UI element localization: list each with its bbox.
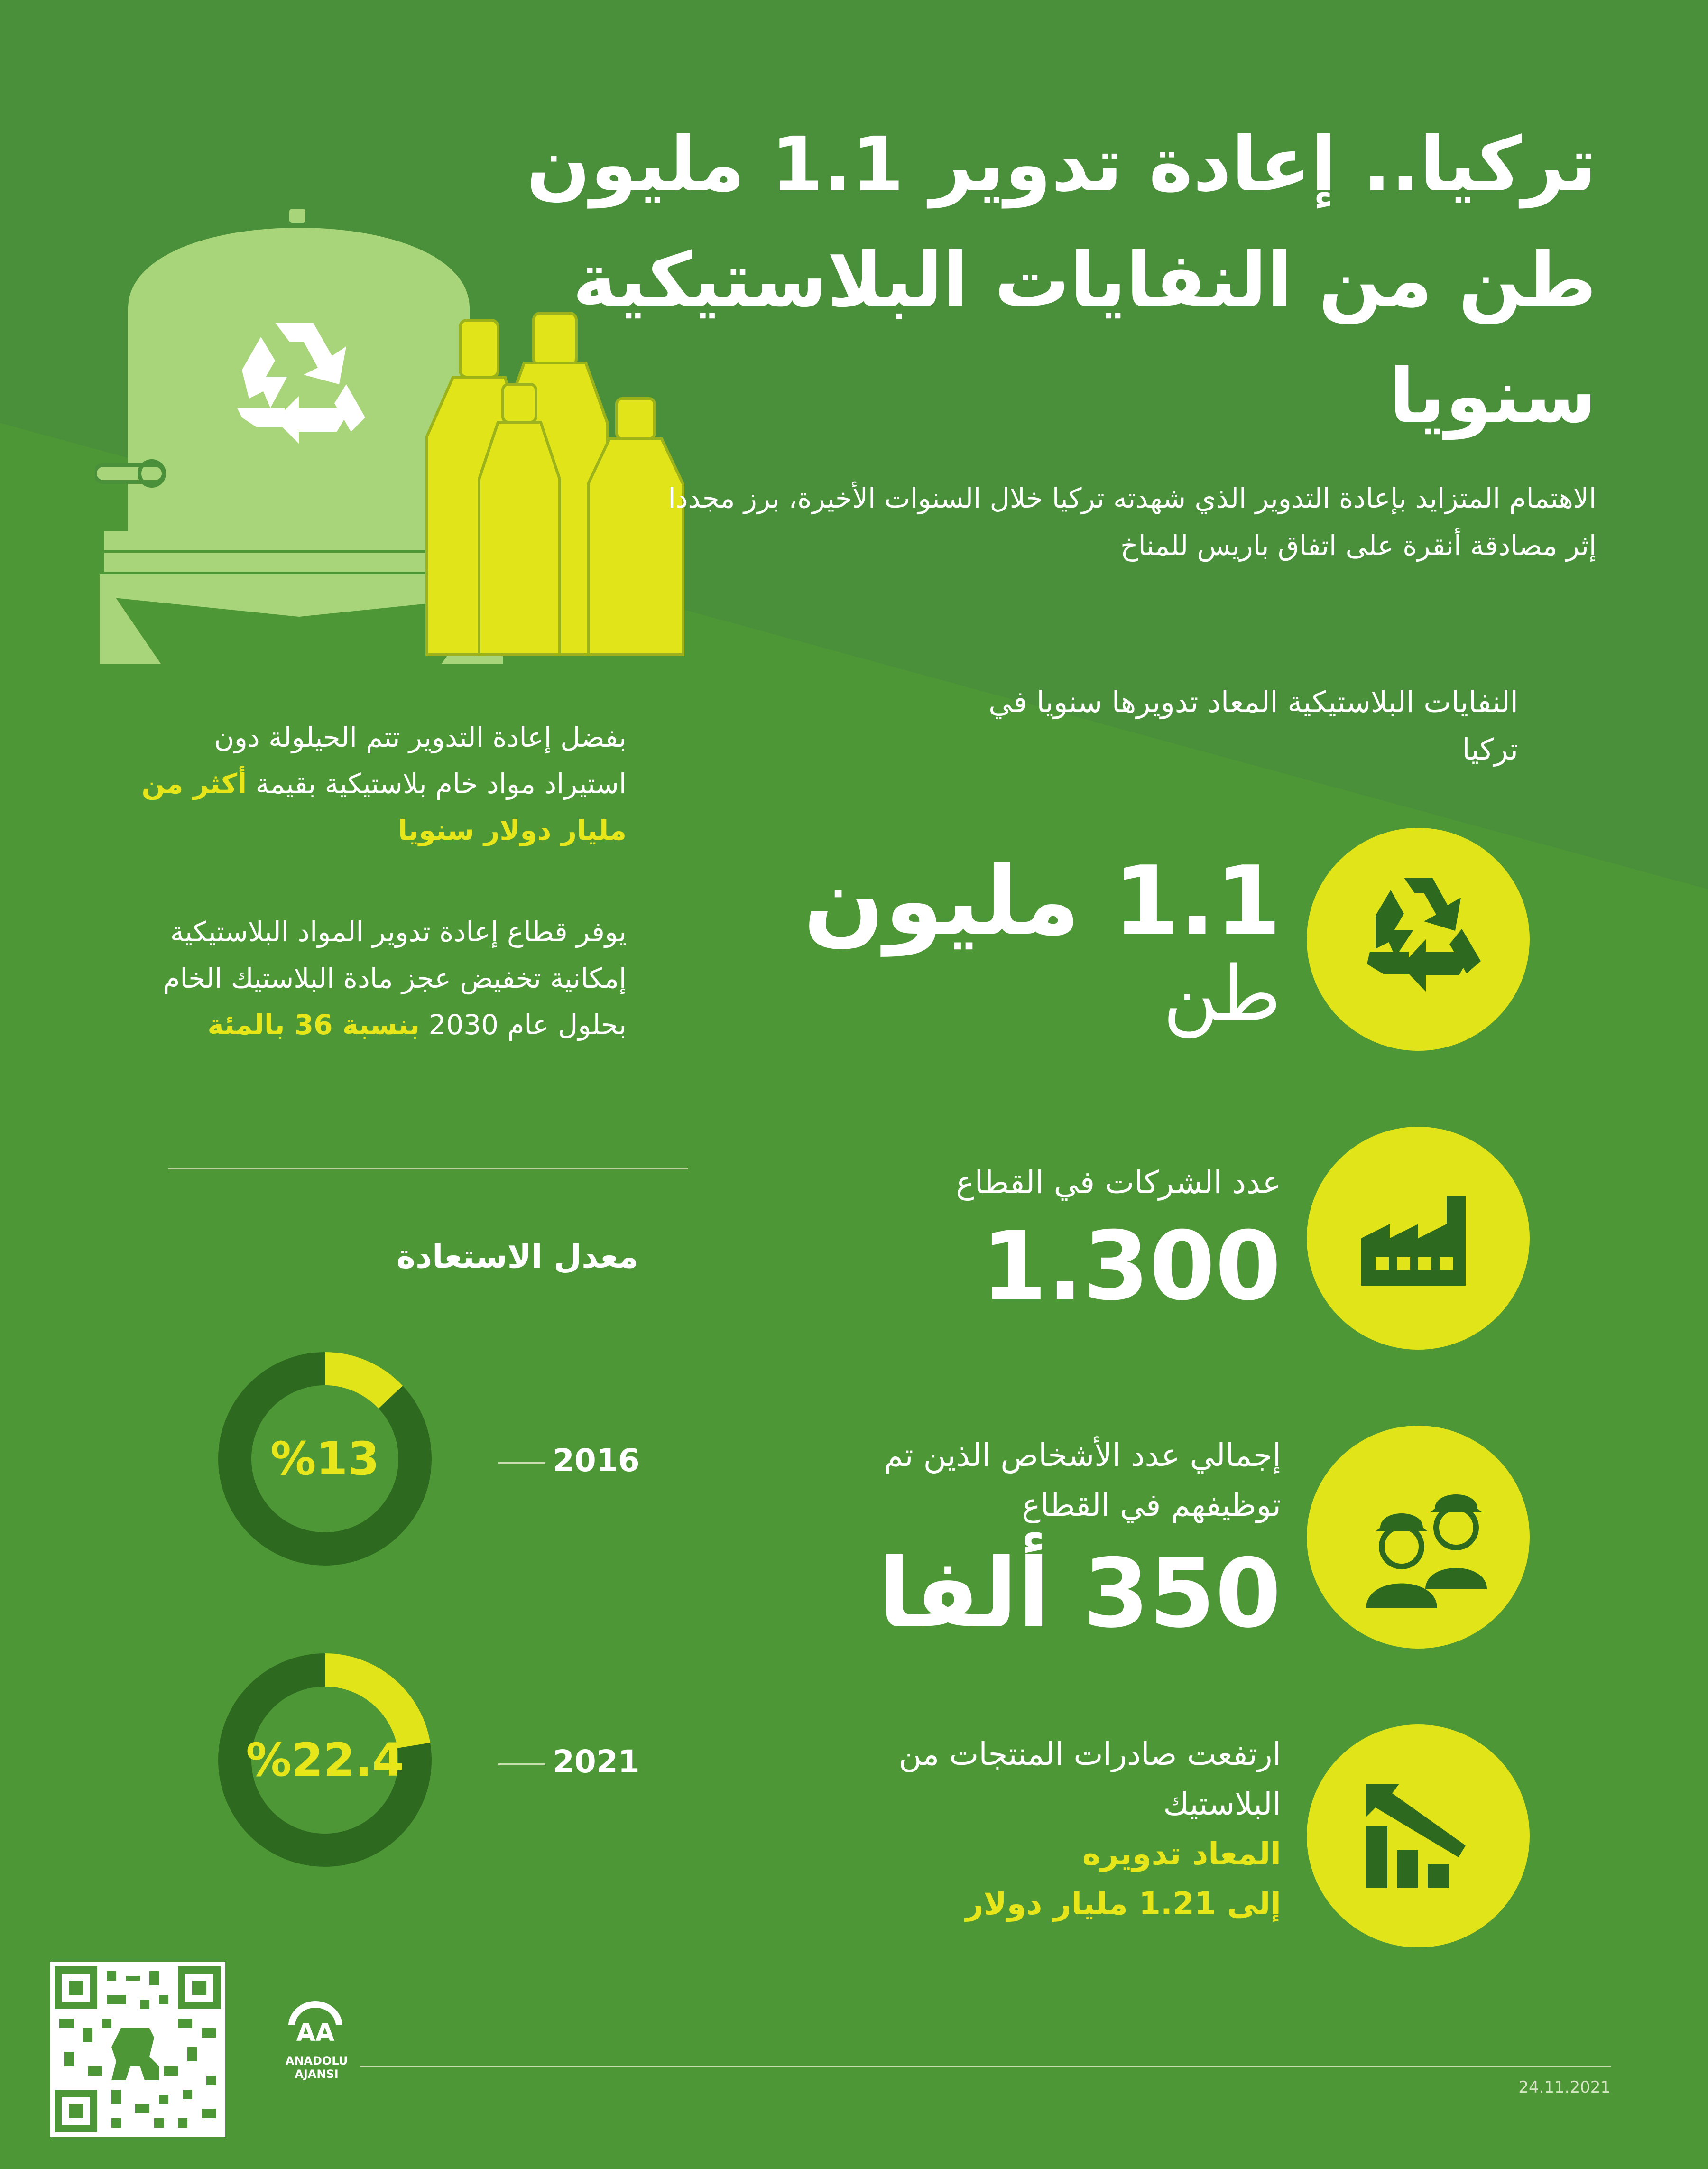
donut-2016 <box>213 1347 436 1570</box>
deficit-paragraph <box>129 908 627 1048</box>
exports-text: ارتفعت صادرات المنتجات من البلاستيك <box>898 1736 1281 1822</box>
donut-2021 <box>213 1649 436 1872</box>
workers-circle <box>1307 1426 1530 1649</box>
recycle-icon <box>1342 863 1494 1015</box>
deficit-highlight: بنسبة 36 بالمئة <box>207 1009 420 1041</box>
exports-value: إلى 1.21 مليار دولار <box>965 1885 1281 1922</box>
donut-2021-value: %22.4 <box>246 1733 404 1787</box>
intro-paragraph: الاهتمام المتزايد بإعادة التدوير الذي شهدته تركيا خلال السنوات الأخيرة، برز مجددا إثر مصادقة أنقرة على اتفاق باريس للمناخ <box>668 482 1597 562</box>
logo-text: AA <box>296 2019 335 2047</box>
date-label: 24.11.2021 <box>1518 2078 1611 2097</box>
donut-2021-connector <box>498 1763 545 1765</box>
recycle-circle <box>1307 828 1530 1051</box>
qr-code-icon <box>50 1962 225 2137</box>
companies-value: 1.300 <box>981 1211 1281 1322</box>
recycled-unit: طن <box>1163 949 1281 1038</box>
recycled-value: 1.1 مليون <box>803 846 1281 956</box>
section-divider <box>168 1168 688 1169</box>
recycled-label: النفايات البلاستيكية المعاد تدويرها سنويا في تركيا <box>988 685 1518 767</box>
factory-circle <box>1307 1127 1530 1350</box>
anadolu-logo-icon <box>280 1997 351 2049</box>
page-title: تركيا.. إعادة تدوير 1.1 مليون طن من النفايات البلاستيكية سنويا <box>526 121 1597 440</box>
exports-highlight: المعاد تدويره <box>1082 1835 1281 1872</box>
raw-material-paragraph <box>129 714 627 853</box>
employees-value: 350 ألفا <box>878 1539 1281 1649</box>
year-2016: 2016 <box>553 1442 640 1479</box>
employees-label: إجمالي عدد الأشخاص الذين تم توظيفهم في القطاع <box>884 1437 1281 1523</box>
donut-2016-value: %13 <box>270 1432 379 1485</box>
exports-circle <box>1307 1724 1530 1947</box>
growth-chart-icon <box>1347 1765 1489 1907</box>
companies-label: عدد الشركات في القطاع <box>956 1164 1281 1201</box>
donut-2016-connector <box>498 1462 545 1464</box>
workers-icon <box>1342 1466 1494 1608</box>
factory-icon <box>1347 1167 1489 1309</box>
raw-material-text: بفضل إعادة التدوير تتم الحيلولة دون استيراد مواد خام بلاستيكية بقيمة <box>214 721 627 800</box>
year-2021: 2021 <box>553 1743 640 1780</box>
agency-name: ANADOLU AJANSI <box>285 2054 348 2081</box>
footer-line <box>360 2066 1611 2067</box>
deficit-text: يوفر قطاع إعادة تدوير المواد البلاستيكية إمكانية تخفيض عجز مادة البلاستيك الخام بحلول عام 2030 <box>163 916 627 1041</box>
raw-material-highlight: أكثر من مليار دولار سنويا <box>141 768 627 846</box>
recovery-title: معدل الاستعادة <box>397 1238 638 1276</box>
